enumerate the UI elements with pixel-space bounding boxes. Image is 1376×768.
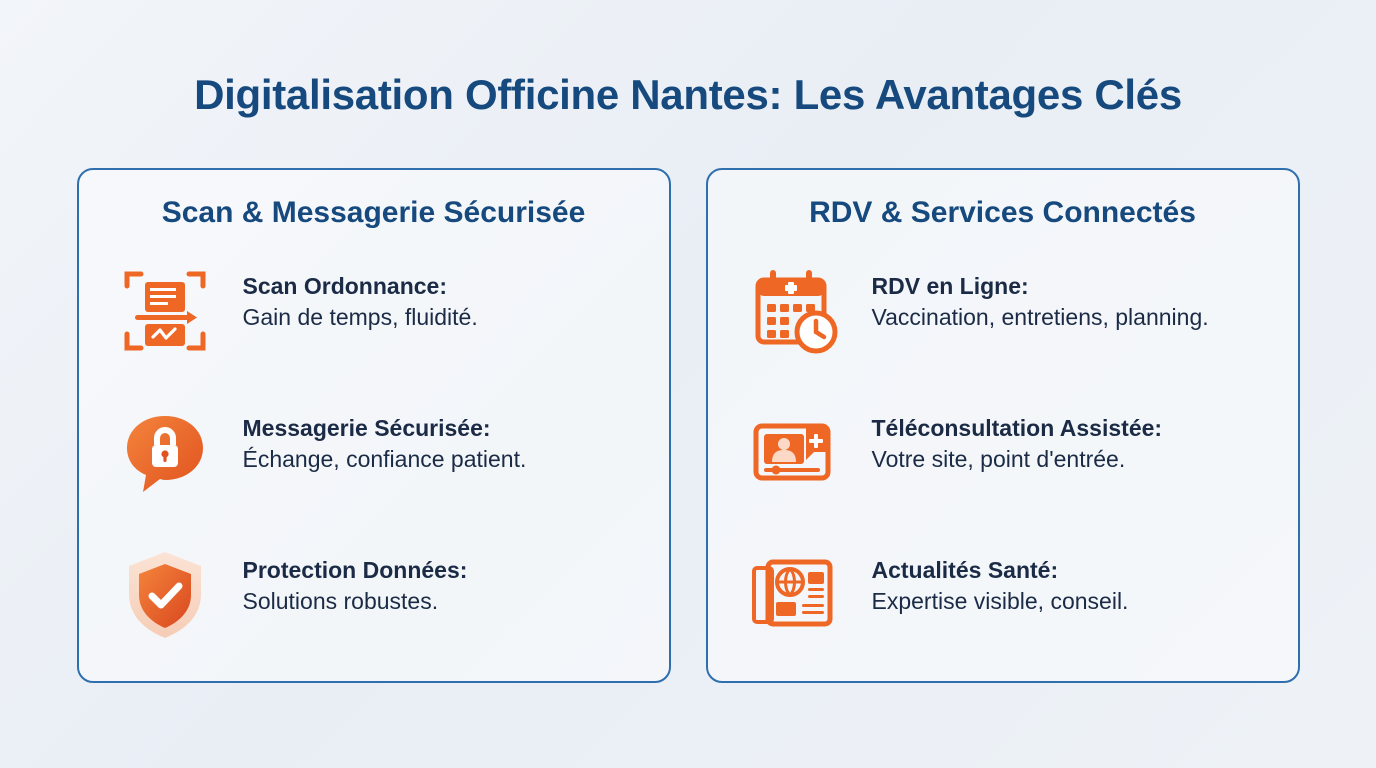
item-description: Gain de temps, fluidité. [242, 303, 478, 330]
item-label: Protection Données: [242, 557, 468, 584]
list-item [109, 540, 639, 648]
item-text [243, 398, 527, 475]
item-text [243, 256, 478, 333]
columns-container [0, 168, 1376, 683]
item-description: Vaccination, entretiens, planning. [871, 303, 1209, 330]
item-text [872, 256, 1209, 333]
item-label: Scan Ordonnance: [242, 273, 447, 300]
item-text [872, 540, 1129, 617]
teleconsultation-screen-icon [738, 398, 850, 506]
item-description: Expertise visible, conseil. [871, 587, 1129, 614]
item-description: Votre site, point d'entrée. [871, 445, 1126, 472]
item-label: Messagerie Sécurisée: [242, 415, 491, 442]
card-rdv-services [706, 168, 1300, 683]
list-item [738, 540, 1268, 648]
item-description: Échange, confiance patient. [242, 445, 527, 472]
page-title: Digitalisation Officine Nantes: Les Avantages Clés [194, 71, 1182, 118]
list-item [738, 256, 1268, 364]
list-item [109, 256, 639, 364]
card-title: Scan & Messagerie Sécurisée [161, 196, 586, 230]
item-text [243, 540, 468, 617]
scan-document-icon [109, 256, 221, 364]
item-label: Téléconsultation Assistée: [871, 415, 1163, 442]
shield-check-icon [109, 540, 221, 648]
card-title: RDV & Services Connectés [809, 196, 1196, 230]
newspaper-globe-icon [738, 540, 850, 648]
list-item [738, 398, 1268, 506]
secure-message-lock-icon [109, 398, 221, 506]
item-text [872, 398, 1163, 475]
card-scan-messagerie [77, 168, 671, 683]
item-description: Solutions robustes. [242, 587, 439, 614]
calendar-clock-icon [738, 256, 850, 364]
list-item [109, 398, 639, 506]
item-label: Actualités Santé: [871, 557, 1059, 584]
item-label: RDV en Ligne: [871, 273, 1029, 300]
